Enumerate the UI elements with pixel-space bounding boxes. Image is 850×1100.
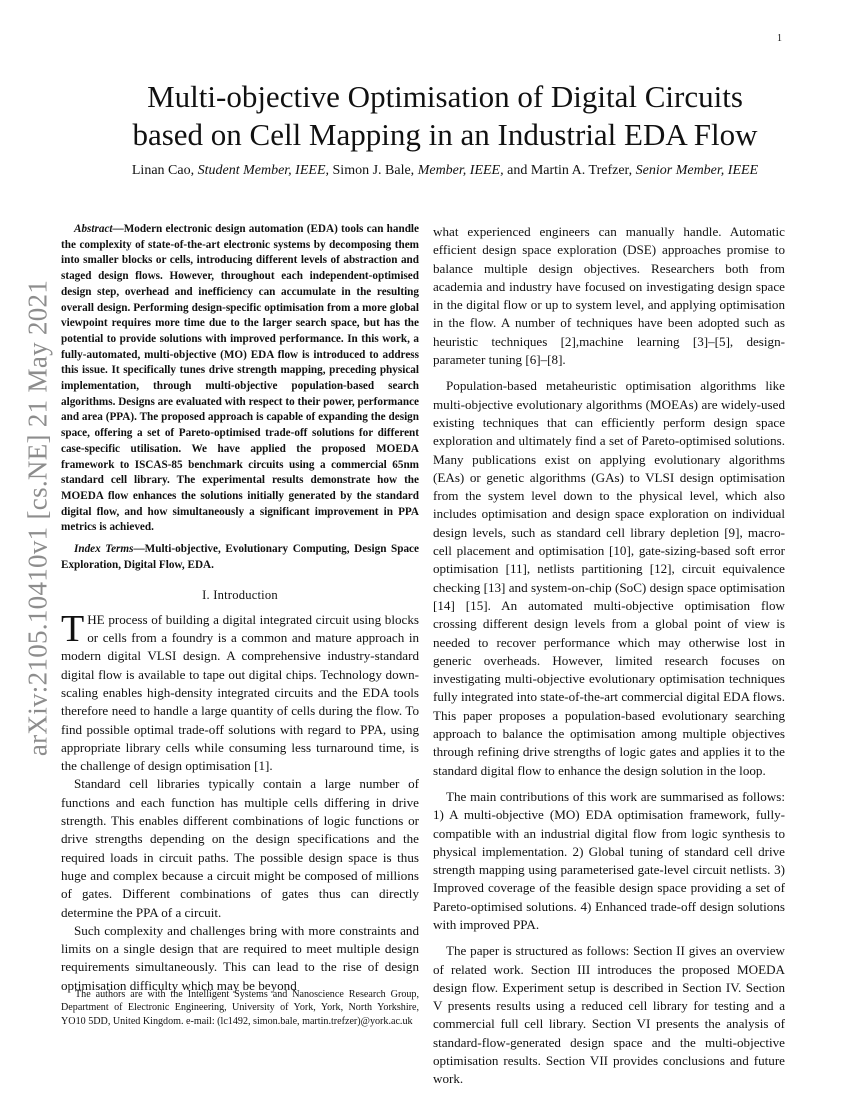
arxiv-stamp[interactable]: [18, 279, 58, 757]
index-terms-lead: Index Terms: [74, 543, 134, 556]
title-line-1: Multi-objective Optimisation of Digital Circuits: [147, 79, 743, 114]
intro-paragraph-1-text: HE process of building a digital integrated circuit using blocks or cells from a foundry is a common and mature approach in modern digital VLSI design. A comprehensive industry-standard digital flow is available to tape out digital chips. Technology down-scaling enables high-density integrated circuits and the EDA tools therefore need to handle a large quantity of cells during the flow. To find possible optimal trade-off solutions with regard to PPA, using appropriate library cells while consuming less turnaround time, is the challenge of design optimisation [1].: [61, 611, 419, 774]
page-number: 1: [777, 33, 782, 44]
author-2-role: Member, IEEE,: [417, 163, 504, 178]
author-3: and Martin A. Trefzer,: [503, 163, 636, 178]
abstract: [61, 222, 419, 536]
intro-paragraph-2: Standard cell libraries typically contain a large number of functions and each function has multiple cells differing in drive strength. This enables different combinations of logic functions or drive strengths depending on the design specifications and the required loads in circuit paths. The possible design space is thus huge and complex because a circuit might be composed of millions of gates. Different combinations of gates thus can directly determine the PPA of a circuit.: [61, 776, 419, 920]
intro-paragraph-1: [61, 607, 419, 776]
author-list: [60, 162, 830, 180]
author-footnote: The authors are with the Intelligent Systems and Nanoscience Research Group, Department of Electronic Engineering, University of York, York, North Yorkshire, YO10 5DD, United Kingdom. e-mail: (lc1492, simon.bale, martin.trefzer)@york.ac.uk: [61, 989, 419, 1027]
author-3-role: Senior Member, IEEE: [635, 163, 759, 178]
section-heading-introduction: I. Introduction: [202, 588, 278, 603]
right-paragraph-3: The main contributions of this work are summarised as follows: 1) A multi-objective (MO) EDA optimisation framework, fully-compatible with an industrial digital flow from logic synthesis to physical implementation. 2) Global tuning of standard cell drive strength mapping using parameterised gate-level circuit netlists. 3) Improved coverage of the feasible design space providing a set of Pareto-optimised solutions. 4) Enhanced trade-off design solutions with improved PPA.: [433, 788, 785, 932]
abstract-text: —Modern electronic design automation (EDA) tools can handle the complexity of state-of-the-art electronic systems by decomposing them into smaller blocks or cells, introducing different levels of abstraction and staged design flows. However, throughout each independent-optimised design step, overhead and inefficiency can accumulate in the resulting overall design. Performing design-specific optimisation from a more global viewpoint requires more time due to the larger search space, but has the potential to provide solutions with improved performance. In this work, a fully-automated, multi-objective (MO) EDA flow is introduced to address this issue. It specifically tunes drive strength mapping, preceding physical implementation, through multi-objective population-based search algorithms. Designs are evaluated with respect to their power, performance and area (PPA). The proposed approach is capable of expanding the design space, offering a set of Pareto-optimised trade-off solutions for different case-specific utilisation. We have applied the proposed MOEDA framework to ISCAS-85 benchmark circuits using a commercial 65nm standard cell library. The experimental results demonstrate how the MOEDA flow enhances the solutions initially generated by the standard digital flow, and how simultaneously a significant improvement in PPA metrics is achieved.: [61, 223, 419, 534]
intro-paragraph-3: Such complexity and challenges bring with more constraints and limits on a single design that are required to meet multiple design requirements simultaneously. This can lead to the rise of design optimisation difficulty which may be beyond: [61, 922, 419, 993]
right-paragraph-2: Population-based metaheuristic optimisation algorithms like multi-objective evolutionary algorithms (MOEAs) are widely-used existing techniques that can efficiently perform design space exploration and ultimately find a set of Pareto-optimised solutions. Many publications exist on applying evolutionary algorithms (EAs) or genetic algorithms (GAs) to VLSI design optimisation from the system level down to the physical level, which also includes optimisation and design space exploration on individual design levels, such as standard cell library depletion [9], macro-cell placement and optimisation [10], gate-sizing-based soft error optimisation [11], netlists partitioning [12], circuit equivalence checking [13] and system-on-chip (SoC) design space optimisation [14] [15]. An automated multi-objective optimisation flow crossing different design levels from a global point of view is needed to recover performance which may otherwise lost in generic overheads. However, limited research focuses on investigating multi-objective evolutionary optimisation techniques fully integrated into state-of-the-art commercial digital EDA flows. This paper proposes a population-based evolutionary searching approach to balance the optimisation among multiple objectives through refining drive strengths of logic gates and applies it to the standard digital flow to enhance the design solution in the loop.: [433, 378, 785, 778]
paper-title: [60, 78, 830, 154]
arxiv-stamp-text: arXiv:2105.10410v1 [cs.NE] 21 May 2021: [22, 279, 53, 757]
author-1-role: Student Member, IEEE,: [197, 163, 330, 178]
right-column: [433, 223, 785, 1089]
title-line-2: based on Cell Mapping in an Industrial EDA Flow: [132, 117, 758, 152]
drop-cap: T: [61, 607, 85, 650]
author-1: Linan Cao,: [131, 163, 198, 178]
right-paragraph-1: what experienced engineers can manually handle. Automatic efficient design space exploration (DSE) approaches promise to balance multiple design objectives. Researchers both from academia and industry have focused on investigating design space in the digital flow or up to system level, and applying optimisation in the flow. A number of techniques have been adopted such as heuristic techniques [2],machine learning [3]–[5], design-parameter tuning [6]–[8].: [433, 224, 785, 368]
index-terms: [61, 542, 419, 573]
left-column: [61, 222, 419, 995]
author-2: Simon J. Bale,: [329, 163, 418, 178]
right-paragraph-4: The paper is structured as follows: Section II gives an overview of related work. Section III introduces the proposed MOEDA design flow. Experiment setup is described in Section IV. Section V presents results using a reduced cell library for testing and a commercial full cell library. Section VI presents the analysis of standard-flow-generated design space and the multi-objective optimisation results. Section VII provides conclusions and future work.: [433, 943, 785, 1087]
index-terms-text: —Multi-objective, Evolutionary Computing, Design Space Exploration, Digital Flow, EDA.: [61, 543, 419, 571]
abstract-lead: Abstract: [74, 223, 113, 235]
